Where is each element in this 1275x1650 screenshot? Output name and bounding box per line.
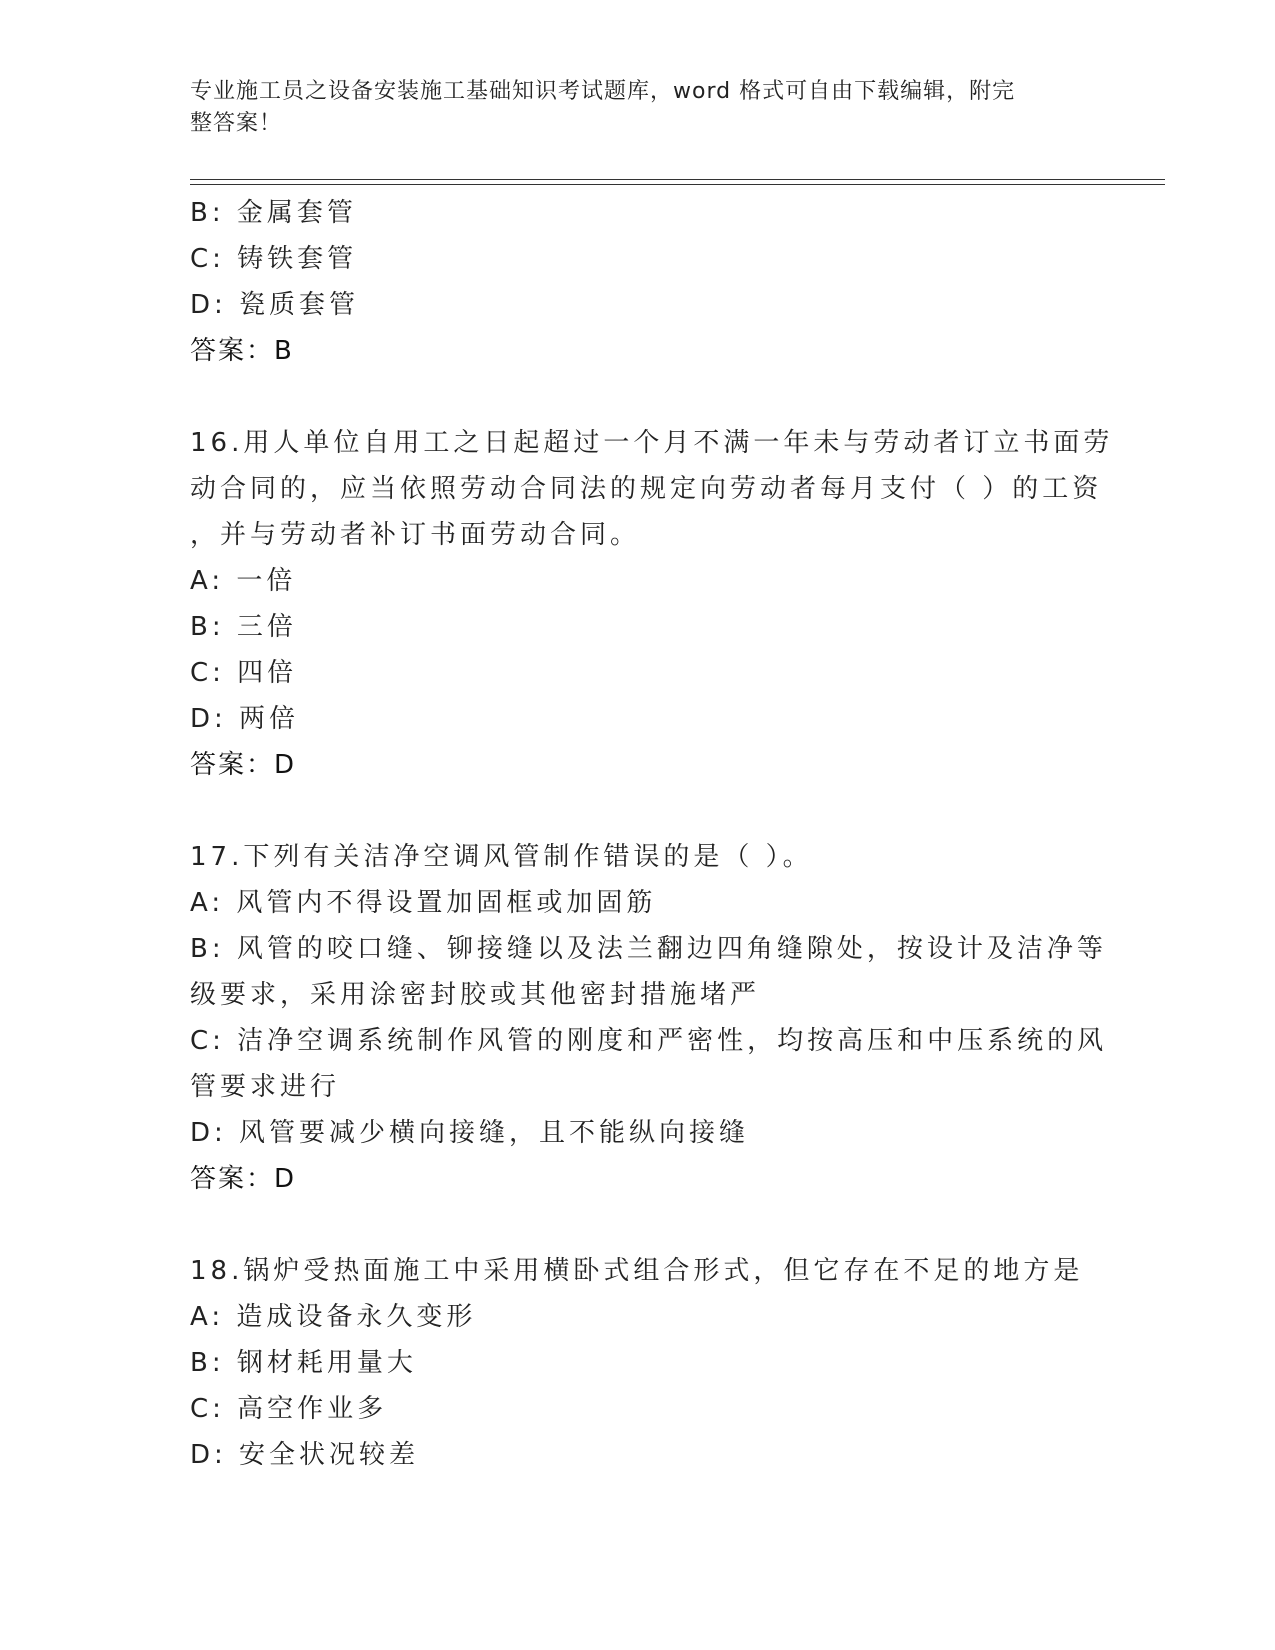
question-18: [190, 1248, 1084, 1478]
answer: 答案：D: [190, 1164, 297, 1194]
header-line-1: 专业施工员之设备安装施工基础知识考试题库，word 格式可自由下载编辑，附完: [190, 79, 1016, 104]
question-content: [190, 190, 1114, 1478]
option-c-continued: 管要求进行: [190, 1072, 341, 1102]
spacer: [190, 1202, 1080, 1248]
spacer: [190, 374, 1080, 420]
option-c: C: 四倍: [190, 658, 298, 688]
question-stem: 17.下列有关洁净空调风管制作错误的是（ ）。: [190, 842, 813, 872]
answer: 答案：B: [190, 336, 294, 366]
option-d: D: 风管要减少横向接缝，且不能纵向接缝: [190, 1118, 750, 1148]
option-a: A: 一倍: [190, 566, 297, 596]
header-rule-thick: [190, 179, 1165, 180]
document-header: [190, 76, 1090, 140]
option-c: C: 洁净空调系统制作风管的刚度和严密性，均按高压和中压系统的风: [190, 1026, 1108, 1056]
spacer: [190, 788, 1080, 834]
option-a: A: 造成设备永久变形: [190, 1302, 477, 1332]
question-stem: 动合同的，应当依照劳动合同法的规定向劳动者每月支付（ ）的工资: [190, 474, 1103, 504]
header-rule-thin: [190, 184, 1165, 185]
question-17: [190, 834, 1108, 1202]
option-c: C: 高空作业多: [190, 1394, 388, 1424]
option-d: D: 安全状况较差: [190, 1440, 420, 1470]
option-b: B: 风管的咬口缝、铆接缝以及法兰翻边四角缝隙处，按设计及洁净等: [190, 934, 1107, 964]
question-stem: ，并与劳动者补订书面劳动合同。: [190, 520, 641, 550]
question-16: [190, 420, 1114, 788]
question-15: [190, 190, 1080, 374]
option-b-continued: 级要求，采用涂密封胶或其他密封措施堵严: [190, 980, 761, 1010]
option-b: B: 钢材耗用量大: [190, 1348, 417, 1378]
header-line-2: 整答案！: [190, 111, 283, 136]
option-b: B: 三倍: [190, 612, 297, 642]
option-a: A: 风管内不得设置加固框或加固筋: [190, 888, 657, 918]
option-d: D: 两倍: [190, 704, 300, 734]
option-b: B: 金属套管: [190, 198, 357, 228]
question-stem: 16.用人单位自用工之日起超过一个月不满一年未与劳动者订立书面劳: [190, 428, 1114, 458]
option-d: D: 瓷质套管: [190, 290, 360, 320]
option-c: C: 铸铁套管: [190, 244, 358, 274]
question-stem: 18.锅炉受热面施工中采用横卧式组合形式，但它存在不足的地方是: [190, 1256, 1084, 1286]
answer: 答案：D: [190, 750, 297, 780]
